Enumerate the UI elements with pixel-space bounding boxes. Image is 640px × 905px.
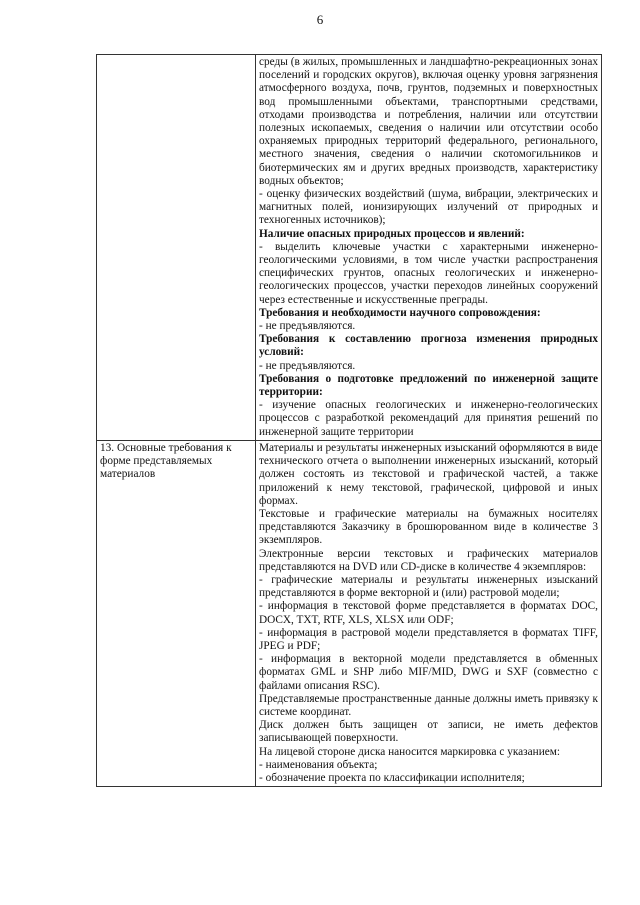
row-content-cell bbox=[256, 55, 602, 441]
requirements-table bbox=[96, 54, 602, 787]
row-label-cell: 13. Основные требования к форме представляемых материалов bbox=[97, 440, 256, 786]
paragraph: - не предъявляются. bbox=[259, 359, 356, 372]
paragraph: Текстовые и графические материалы на бумажных носителях представляются Заказчику в брошюрованном виде в количестве 3 экземпляров. bbox=[259, 507, 598, 547]
paragraph: Представляемые пространственные данные должны иметь привязку к системе координат. bbox=[259, 692, 598, 718]
table-row bbox=[97, 440, 602, 786]
paragraph: среды (в жилых, промышленных и ландшафтно-рекреационных зонах поселений и городских округов), включая оценку уровня загрязнения атмосферного воздуха, почв, грунтов, подземных и поверхностных вод промышленными объектами, транспортными средствами, отходами производства и потребления, наличии или отсутствии полезных ископаемых, сведения о наличии или отсутствии особо охраняемых природных территорий федерального, регионального, местного значения, сведения о наличии скотомогильников и биотермических ям и других вредных производств, характеристику водных объектов; bbox=[259, 56, 598, 187]
paragraph: - выделить ключевые участки с характерными инженерно-геологическими условиями, в том числе участки распространения специфических грунтов, опасных геологических и инженерно-геологических процессов, участки переходов линейных сооружений через естественные и искусственные преграды. bbox=[259, 240, 598, 306]
paragraph: На лицевой стороне диска наносится маркировка с указанием: bbox=[259, 745, 561, 758]
paragraph: - информация в текстовой форме представляется в форматах DOC, DOCX, TXT, RTF, XLS, XLSX или ODF; bbox=[259, 600, 598, 626]
paragraph: - обозначение проекта по классификации исполнителя; bbox=[259, 771, 525, 784]
row-content-cell bbox=[256, 440, 602, 786]
paragraph: - информация в растровой модели представляется в форматах TIFF, JPEG и PDF; bbox=[259, 626, 598, 652]
paragraph: Материалы и результаты инженерных изысканий оформляются в виде технического отчета о выполнении инженерных изысканий, который должен состоять из текстовой и графической частей, а также приложений к нему текстовой, графической, цифровой и иных формах. bbox=[259, 441, 598, 507]
row-label-cell bbox=[97, 55, 256, 441]
paragraph: - информация в векторной модели представляется в обменных форматах GML и SHP либо MIF/MID, DWG и SXF (совместно с файлами описания RSC). bbox=[259, 653, 598, 692]
section-heading: Требования о подготовке предложений по инженерной защите территории: bbox=[259, 372, 598, 399]
paragraph: Электронные версии текстовых и графических материалов представляются на DVD или CD-диске в количестве 4 экземпляров: bbox=[259, 547, 598, 573]
paragraph: - не предъявляются. bbox=[259, 320, 356, 333]
section-heading: Требования и необходимости научного сопровождения: bbox=[259, 306, 541, 319]
paragraph: Диск должен быть защищен от записи, не иметь дефектов записывающей поверхности. bbox=[259, 719, 598, 745]
paragraph: - наименования объекта; bbox=[259, 758, 378, 771]
paragraph: - изучение опасных геологических и инженерно-геологических процессов с разработкой рекомендаций для принятия решений по инженерной защите территории bbox=[259, 399, 598, 438]
table-row bbox=[97, 55, 602, 441]
section-heading: Требования к составлению прогноза изменения природных условий: bbox=[259, 333, 598, 359]
page-number: 6 bbox=[316, 12, 324, 27]
paragraph: - графические материалы и результаты инженерных изысканий представляются в форме векторной и (или) растровой модели; bbox=[259, 573, 598, 600]
paragraph: - оценку физических воздействий (шума, вибрации, электрических и магнитных полей, ионизирующих излучений от природных и техногенных источников); bbox=[259, 188, 598, 227]
section-heading: Наличие опасных природных процессов и явлений: bbox=[259, 227, 525, 240]
